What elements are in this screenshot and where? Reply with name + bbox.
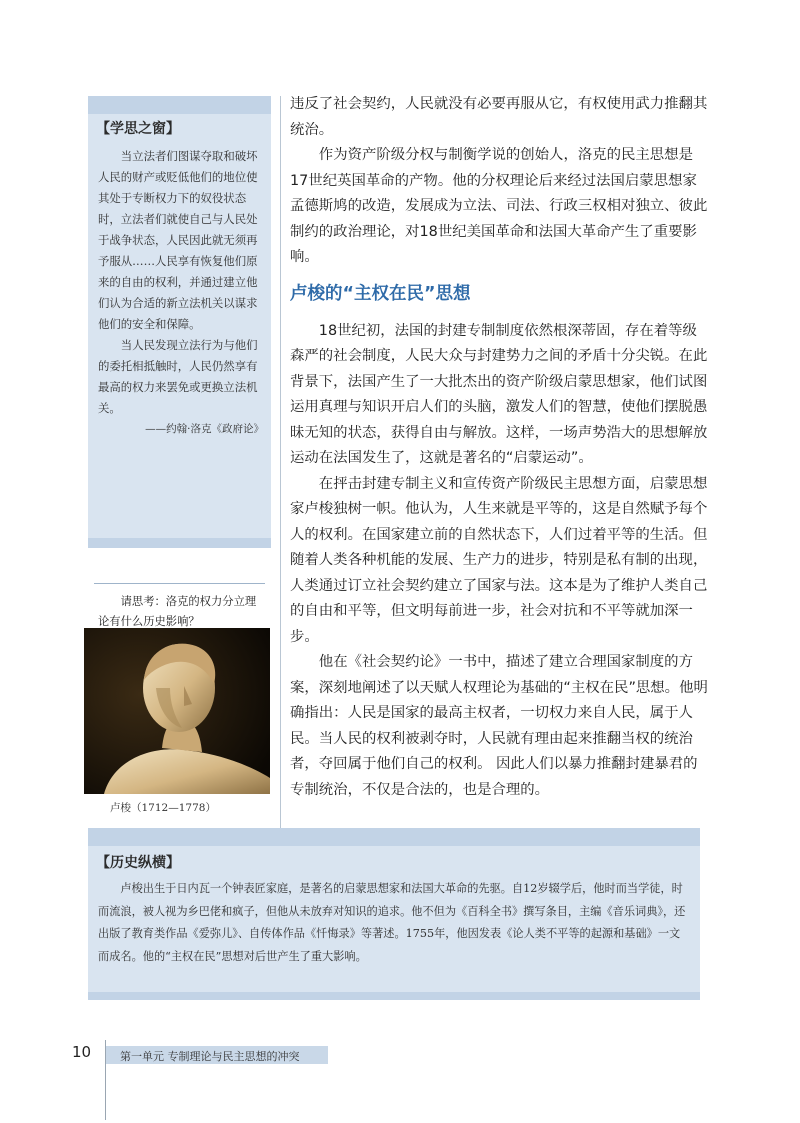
locke-quote-attribution: ——约翰·洛克《政府论》 — [145, 423, 264, 435]
rousseau-bust-illustration — [84, 628, 270, 794]
study-window-title: 【学思之窗】 — [96, 121, 180, 137]
paragraph-locke-separation: 作为资产阶级分权与制衡学说的创始人，洛克的民主思想是17世纪英国革命的产物。他的分权理论后来经过法国启蒙思想家孟德斯鸠的改造，发展成为立法、司法、行政三权相对独立、彼此制约的政治理论，对18世纪美国革命和法国大革命产生了重要影响。 — [290, 147, 708, 265]
study-window-question: 请思考：洛克的权力分立理论有什么历史影响？ — [98, 595, 257, 628]
history-box-bottom-bar — [88, 992, 700, 1000]
rousseau-bust-image — [84, 628, 270, 794]
history-box-top-bar — [88, 828, 700, 846]
history-panorama-box — [88, 828, 700, 1000]
paragraph-rousseau-equality: 在抨击封建专制主义和宣传资产阶级民主思想方面，启蒙思想家卢梭独树一帜。他认为，人生来就是平等的，这是自然赋予每个人的权利。在国家建立前的自然状态下，人们过着平等的生活。但随着人类各种机能的发展、生产力的进步，特别是私有制的出现，人类通过订立社会契约建立了国家与法。这本是为了维护人类自己的自由和平等，但文明每前进一步，社会对抗和不平等就加深一步。 — [290, 475, 708, 645]
locke-quote-paragraph-2: 当人民发现立法行为与他们的委托相抵触时，人民仍然享有最高的权力来罢免或更换立法机关。 — [98, 338, 258, 415]
page-number: 10 — [72, 1043, 92, 1061]
study-window-top-bar — [88, 96, 271, 114]
history-box-text: 卢梭出生于日内瓦一个钟表匠家庭，是著名的启蒙思想家和法国大革命的先驱。自12岁辍学后，他时而当学徒，时而流浪，被人视为乡巴佬和疯子，但他从未放弃对知识的追求。他不但为《百科全书》撰写条目，主编《音乐词典》，还出版了教育类作品《爱弥儿》、自传体作品《忏悔录》等著述。1755年，他因发表《论人类不平等的起源和基础》一文而成名。他的“主权在民”思想对后世产生了重大影响。 — [98, 882, 686, 963]
locke-quote-paragraph-1: 当立法者们图谋夺取和破坏人民的财产或贬低他们的地位使其处于专断权力下的奴役状态时，立法者们就使自己与人民处于战争状态，人民因此就无须再予服从……人民享有恢复他们原来的自由的权利，并通过建立他们认为合适的新立法机关以谋求他们的安全和保障。 — [98, 149, 258, 331]
column-divider — [280, 96, 281, 831]
portrait-caption: 卢梭（1712—1778） — [110, 802, 216, 814]
paragraph-social-contract: 他在《社会契约论》一书中，描述了建立合理国家制度的方案，深刻地阐述了以天赋人权理论为基础的“主权在民”思想。他明确指出：人民是国家的最高主权者，一切权力来自人民，属于人民。当人民的权利被剥夺时，人民就有理由起来推翻当权的统治者，夺回属于他们自己的权利。 因此人们以暴力推翻封建暴君的专制统治，不仅是合法的，也是合理的。 — [290, 654, 708, 798]
history-box-title: 【历史纵横】 — [96, 855, 180, 871]
section-heading: 卢梭的“主权在民”思想 — [290, 283, 471, 304]
paragraph-continuation: 违反了社会契约，人民就没有必要再服从它，有权使用武力推翻其统治。 — [290, 96, 708, 138]
study-window-box — [88, 96, 271, 628]
study-window-bottom-bar — [88, 538, 271, 548]
locke-quote — [98, 146, 264, 440]
paragraph-enlightenment: 18世纪初，法国的封建专制制度依然根深蒂固，存在着等级森严的社会制度，人民大众与封建势力之间的矛盾十分尖锐。在此背景下，法国产生了一大批杰出的资产阶级启蒙思想家，他们试图运用真理与知识开启人们的头脑，激发人们的智慧，使他们摆脱愚昧无知的状态，获得自由与解放。这样，一场声势浩大的思想解放运动在法国发生了，这就是著名的“启蒙运动”。 — [290, 322, 708, 466]
main-text-column — [290, 92, 710, 803]
footer-unit-label: 第一单元 专制理论与民主思想的冲突 — [120, 1050, 300, 1063]
study-window-divider — [94, 583, 265, 584]
